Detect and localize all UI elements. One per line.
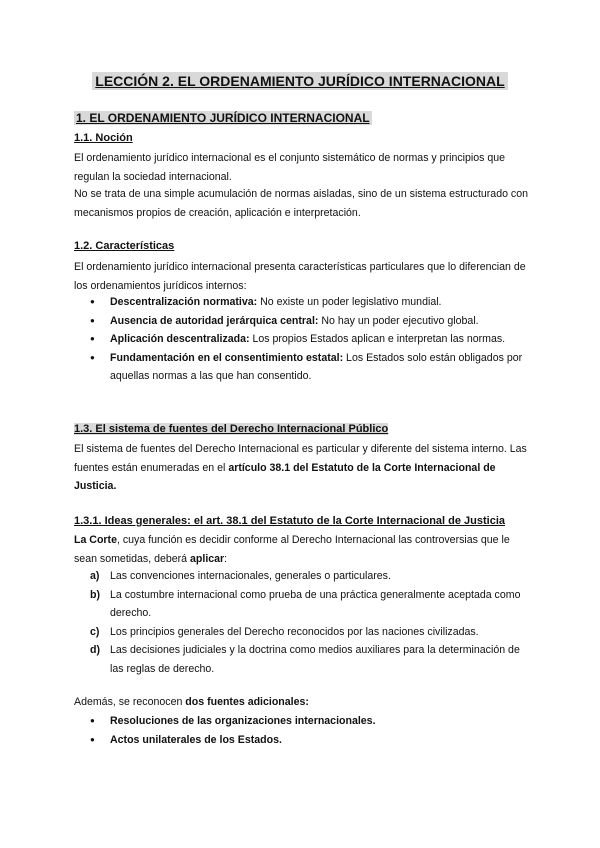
subheading-nocion: 1.1. Noción xyxy=(74,132,133,144)
list-item: b) La costumbre internacional como prueba de una práctica generalmente aceptada como derecho. xyxy=(90,588,521,619)
ideas-paragraph: La Corte, cuya función es decidir conforme al Derecho Internacional las controversias que le sean sometidas, deberá aplicar: xyxy=(74,534,510,565)
list-item: ● Ausencia de autoridad jerárquica central: No hay un poder ejecutivo global. xyxy=(88,312,528,331)
list-item: ● Aplicación descentralizada: Los propios Estados aplican e interpretan las normas. xyxy=(88,330,528,349)
list-item: ● Fundamentación en el consentimiento estatal: Los Estados solo están obligados por aquellas normas a las que han consentido. xyxy=(88,349,528,386)
list-item: d) Las decisiones judiciales y la doctrina como medios auxiliares para la determinación de las reglas de derecho. xyxy=(90,644,520,675)
fuentes-enumeradas-list xyxy=(88,567,528,678)
list-item: c) Los principios generales del Derecho reconocidos por las naciones civilizadas. xyxy=(90,625,479,638)
section-heading-1: 1. EL ORDENAMIENTO JURÍDICO INTERNACIONAL xyxy=(76,111,370,125)
fuentes-adicionales-list xyxy=(88,712,528,749)
caracteristicas-intro: El ordenamiento jurídico internacional presenta características particulares que lo diferencian de los ordenamientos jurídicos internos: xyxy=(74,261,526,292)
document-title: LECCIÓN 2. EL ORDENAMIENTO JURÍDICO INTERNACIONAL xyxy=(0,73,600,89)
subheading-ideas-generales: 1.3.1. Ideas generales: el art. 38.1 del Estatuto de la Corte Internacional de Justicia xyxy=(74,515,505,527)
nocion-paragraph-1: El ordenamiento jurídico internacional es el conjunto sistemático de normas y principios que regulan la sociedad internacional. xyxy=(74,152,506,183)
subheading-fuentes: 1.3. El sistema de fuentes del Derecho Internacional Público xyxy=(74,423,389,435)
caracteristicas-list xyxy=(88,293,528,386)
list-item: ● Resoluciones de las organizaciones internacionales. xyxy=(88,712,528,731)
fuentes-paragraph: El sistema de fuentes del Derecho Internacional es particular y diferente del sistema interno. Las fuentes están enumeradas en el artículo 38.1 del Estatuto de la Corte Internacional de Justicia. xyxy=(74,443,527,492)
list-item: ● Actos unilaterales de los Estados. xyxy=(88,731,528,750)
list-item: ● Descentralización normativa: No existe un poder legislativo mundial. xyxy=(88,293,528,312)
subheading-caracteristicas: 1.2. Características xyxy=(74,240,175,252)
nocion-paragraph-2: No se trata de una simple acumulación de normas aisladas, sino de un sistema estructurado con mecanismos propios de creación, aplicación e interpretación. xyxy=(74,188,529,219)
list-item: a) Las convenciones internacionales, generales o particulares. xyxy=(90,570,391,582)
fuentes-adicionales-intro: Además, se reconocen dos fuentes adicionales: xyxy=(74,696,309,708)
